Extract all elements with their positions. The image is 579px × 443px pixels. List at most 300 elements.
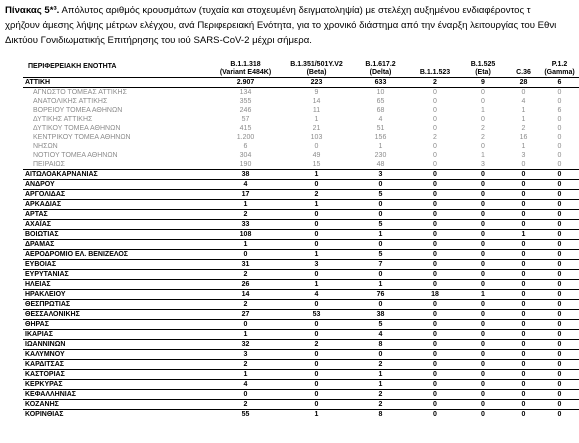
count-cell: 0: [433, 151, 437, 159]
count-cell: 5: [350, 319, 411, 329]
region-name-cell: ΑΡΤΑΣ: [23, 209, 208, 219]
count-cell: 0: [433, 97, 437, 105]
count-cell: 0: [459, 299, 507, 309]
table-subrow: [23, 133, 579, 142]
count-cell: 0: [459, 369, 507, 379]
count-cell: 21: [312, 124, 321, 132]
region-name-cell: ΕΥΡΥΤΑΝΙΑΣ: [23, 269, 208, 279]
table-row: [23, 169, 579, 179]
count-cell: 0: [459, 189, 507, 199]
count-cell: 2: [208, 399, 283, 409]
caption-text-1: Απόλυτος αριθμός κρουσμάτων (τυχαία και στοχευμένη δειγματοληψία) με στελέχη αυξημένου ενδιαφέροντος τ: [59, 5, 531, 16]
count-cell: 1: [521, 115, 526, 123]
count-cell: 0: [411, 179, 459, 189]
count-cell: 0: [411, 239, 459, 249]
count-cell: 2: [208, 359, 283, 369]
header-line-2: (Eta): [475, 68, 491, 76]
count-cell: 38: [350, 309, 411, 319]
count-cell: 0: [433, 106, 437, 114]
column-header-variant: [208, 58, 283, 77]
count-cell: 0: [459, 259, 507, 269]
count-cell: 0: [459, 379, 507, 389]
count-cell: 0: [350, 299, 411, 309]
table-row: [23, 299, 579, 309]
table-row: [23, 379, 579, 389]
count-cell: 1: [283, 409, 350, 419]
count-cell: 0: [283, 239, 350, 249]
count-cell: 108: [208, 229, 283, 239]
count-cell: 0: [283, 219, 350, 229]
count-cell: 1: [208, 369, 283, 379]
table-row: [23, 219, 579, 229]
region-name-cell: ΚΟΡΙΝΘΙΑΣ: [23, 409, 208, 419]
count-cell: 0: [411, 379, 459, 389]
region-name-cell: ΑΧΑΪΑΣ: [23, 219, 208, 229]
table-subrow: [23, 151, 579, 160]
count-cell: 0: [350, 349, 411, 359]
count-cell: 0: [459, 279, 507, 289]
count-cell: 38: [208, 169, 283, 179]
count-cell: 1: [521, 142, 526, 150]
count-cell: 0: [557, 115, 562, 123]
count-cell: 1: [507, 229, 540, 239]
count-cell: 0: [459, 349, 507, 359]
count-cell: 1: [378, 142, 383, 150]
count-cell: 31: [208, 259, 283, 269]
table-row: [23, 249, 579, 259]
count-cell: 304: [239, 151, 252, 159]
count-cell: 0: [459, 219, 507, 229]
count-cell: 0: [507, 249, 540, 259]
count-cell: 0: [540, 299, 579, 309]
header-line-2: (Variant E484K): [219, 68, 272, 76]
count-cell: 0: [459, 309, 507, 319]
count-cell: 0: [540, 219, 579, 229]
region-name-cell: ΝΗΣΩΝ: [33, 142, 58, 150]
count-cell: 1: [283, 199, 350, 209]
count-cell: 2: [481, 133, 485, 141]
count-cell: 0: [283, 269, 350, 279]
count-cell: 0: [507, 209, 540, 219]
count-cell: 1: [350, 369, 411, 379]
count-cell: 18: [411, 289, 459, 299]
count-cell: 49: [312, 151, 321, 159]
count-cell: 0: [507, 219, 540, 229]
region-name-cell: ΘΕΣΠΡΩΤΙΑΣ: [23, 299, 208, 309]
count-cell: 0: [459, 209, 507, 219]
count-cell: 0: [507, 349, 540, 359]
count-cell: 0: [283, 209, 350, 219]
table-subrow: [23, 106, 579, 115]
table-row: [23, 77, 579, 87]
count-cell: 0: [507, 239, 540, 249]
table-row: [23, 399, 579, 409]
count-cell: 103: [310, 133, 323, 141]
count-cell: 33: [208, 219, 283, 229]
count-cell: 0: [283, 379, 350, 389]
count-cell: 0: [540, 189, 579, 199]
table-row: [23, 229, 579, 239]
count-cell: 0: [411, 279, 459, 289]
table-row: [23, 269, 579, 279]
region-name-cell: ΘΕΣΣΑΛΟΝΙΚΗΣ: [23, 309, 208, 319]
count-cell: 0: [459, 269, 507, 279]
count-cell: 0: [283, 179, 350, 189]
count-cell: 0: [540, 339, 579, 349]
caption-line-3: Δικτύου Γονιδιωματικής Επιτήρησης του ιού SARS-CoV-2 μέχρι σήμερα.: [5, 35, 312, 46]
count-cell: 0: [507, 339, 540, 349]
region-name-cell: ΑΡΓΟΛΙΔΑΣ: [23, 189, 208, 199]
table-row: [23, 339, 579, 349]
count-cell: 0: [507, 169, 540, 179]
region-name-cell: ΑΝΔΡΟΥ: [23, 179, 208, 189]
count-cell: 190: [239, 160, 252, 168]
table-row: [23, 239, 579, 249]
region-name-cell: ΑΙΤΩΛΟΑΚΑΡΝΑΝΙΑΣ: [23, 169, 208, 179]
count-cell: 0: [507, 279, 540, 289]
count-cell: 0: [283, 389, 350, 399]
region-name-cell: ΒΟΡΕΙΟΥ ΤΟΜΕΑ ΑΘΗΝΩΝ: [33, 106, 123, 114]
count-cell: 0: [507, 369, 540, 379]
count-cell: 4: [378, 115, 383, 123]
column-header-variant: [350, 58, 411, 77]
count-cell: 0: [540, 259, 579, 269]
count-cell: 0: [411, 189, 459, 199]
count-cell: 0: [411, 359, 459, 369]
region-name-cell: ΑΕΡΟΔΡΟΜΙΟ ΕΛ. ΒΕΝΙΖΕΛΟΣ: [23, 249, 208, 259]
count-cell: 0: [540, 229, 579, 239]
count-cell: 10: [350, 87, 411, 97]
count-cell: 0: [459, 179, 507, 189]
table-row: [23, 309, 579, 319]
count-cell: 0: [411, 409, 459, 419]
count-cell: 0: [411, 229, 459, 239]
header-line-1: ΠΕΡΙΦΕΡΕΙΑΚΗ ΕΝΟΤΗΤΑ: [28, 63, 117, 71]
count-cell: 0: [540, 249, 579, 259]
count-cell: 3: [208, 349, 283, 359]
count-cell: 0: [433, 160, 437, 168]
region-name-cell: ΙΩΑΝΝΙΝΩΝ: [23, 339, 208, 349]
count-cell: 1.200: [236, 133, 255, 141]
count-cell: 16: [519, 133, 528, 141]
count-cell: 0: [540, 389, 579, 399]
count-cell: 0: [350, 179, 411, 189]
count-cell: 5: [350, 189, 411, 199]
count-cell: 3: [350, 169, 411, 179]
count-cell: 2: [411, 77, 459, 87]
count-cell: 0: [283, 229, 350, 239]
count-cell: 230: [374, 151, 387, 159]
count-cell: 0: [540, 179, 579, 189]
count-cell: 0: [540, 379, 579, 389]
count-cell: 1: [350, 279, 411, 289]
table-body: [23, 77, 579, 419]
table-row: [23, 189, 579, 199]
table-row: [23, 289, 579, 299]
count-cell: 1: [283, 249, 350, 259]
count-cell: 9: [459, 77, 507, 87]
count-cell: 4: [208, 179, 283, 189]
count-cell: 27: [208, 309, 283, 319]
count-cell: 0: [540, 209, 579, 219]
count-cell: 5: [350, 219, 411, 229]
region-name-cell: ΚΟΖΑΝΗΣ: [23, 399, 208, 409]
table-row: [23, 209, 579, 219]
count-cell: 0: [540, 87, 579, 97]
count-cell: 0: [540, 309, 579, 319]
header-line-2: (Gamma): [544, 68, 575, 76]
region-name-cell: ΙΚΑΡΙΑΣ: [23, 329, 208, 339]
count-cell: 1: [350, 229, 411, 239]
count-cell: 14: [208, 289, 283, 299]
count-cell: 2: [283, 189, 350, 199]
count-cell: 134: [208, 87, 283, 97]
count-cell: 0: [459, 319, 507, 329]
count-cell: 0: [507, 299, 540, 309]
region-name-cell: ΚΕΝΤΡΙΚΟΥ ΤΟΜΕΑ ΑΘΗΝΩΝ: [33, 133, 131, 141]
count-cell: 6: [243, 142, 248, 150]
count-cell: 1: [481, 106, 485, 114]
region-name-cell: ΚΑΛΥΜΝΟΥ: [23, 349, 208, 359]
column-header-variant: [283, 58, 350, 77]
column-header-variant: [411, 58, 459, 77]
count-cell: 0: [540, 169, 579, 179]
count-cell: 0: [283, 369, 350, 379]
count-cell: 57: [241, 115, 250, 123]
region-name-cell: ΒΟΙΩΤΙΑΣ: [23, 229, 208, 239]
region-name-cell: ΚΑΣΤΟΡΙΑΣ: [23, 369, 208, 379]
region-name-cell: ΝΟΤΙΟΥ ΤΟΜΕΑ ΑΘΗΝΩΝ: [33, 151, 118, 159]
header-line-1: B.1.617.2: [365, 60, 396, 68]
region-name-cell: ΔΥΤΙΚΗΣ ΑΤΤΙΚΗΣ: [33, 115, 93, 123]
count-cell: 8: [350, 339, 411, 349]
count-cell: 0: [481, 97, 485, 105]
count-cell: 0: [540, 329, 579, 339]
table-header: [23, 58, 579, 77]
count-cell: 0: [540, 399, 579, 409]
count-cell: 9: [283, 87, 350, 97]
count-cell: 7: [350, 259, 411, 269]
region-name-cell: ΗΛΕΙΑΣ: [23, 279, 208, 289]
table-row: [23, 409, 579, 419]
count-cell: 0: [507, 319, 540, 329]
count-cell: 0: [208, 389, 283, 399]
count-cell: 0: [507, 309, 540, 319]
count-cell: 0: [411, 369, 459, 379]
count-cell: 0: [411, 309, 459, 319]
caption-line-2: χρήζουν άμεσης λήψης μέτρων ελέγχου, ανά Περιφερειακή Ενότητα, για το χρονικό διάστημα από την έναρξη λειτουργίας του Εθνι: [5, 20, 557, 31]
count-cell: 633: [350, 77, 411, 87]
count-cell: 0: [283, 319, 350, 329]
count-cell: 0: [540, 269, 579, 279]
count-cell: 26: [208, 279, 283, 289]
table-row: [23, 329, 579, 339]
table-row: [23, 279, 579, 289]
count-cell: 0: [540, 369, 579, 379]
count-cell: 355: [239, 97, 252, 105]
count-cell: 0: [459, 229, 507, 239]
count-cell: 0: [521, 160, 526, 168]
count-cell: 415: [239, 124, 252, 132]
count-cell: 0: [540, 319, 579, 329]
count-cell: 1: [208, 239, 283, 249]
count-cell: 2: [208, 209, 283, 219]
table-caption: [5, 3, 579, 48]
region-name-cell: ΚΕΦΑΛΛΗΝΙΑΣ: [23, 389, 208, 399]
column-header-variant: [507, 58, 540, 77]
count-cell: 0: [557, 160, 562, 168]
count-cell: 0: [411, 269, 459, 279]
count-cell: 0: [208, 319, 283, 329]
count-cell: 0: [283, 299, 350, 309]
header-line-2: (Beta): [306, 68, 327, 76]
count-cell: 0: [507, 389, 540, 399]
count-cell: 0: [507, 179, 540, 189]
region-name-cell: ΗΡΑΚΛΕΙΟΥ: [23, 289, 208, 299]
region-name-cell: ΕΥΒΟΙΑΣ: [23, 259, 208, 269]
count-cell: 4: [283, 289, 350, 299]
count-cell: 0: [540, 239, 579, 249]
count-cell: 8: [350, 409, 411, 419]
count-cell: 2: [208, 269, 283, 279]
region-name-cell: ΑΤΤΙΚΗ: [23, 77, 208, 87]
table-subrow: [23, 160, 579, 170]
count-cell: 1: [283, 169, 350, 179]
table-row: [23, 369, 579, 379]
count-cell: 76: [350, 289, 411, 299]
table-row: [23, 359, 579, 369]
count-cell: 1: [208, 199, 283, 209]
count-cell: 0: [411, 389, 459, 399]
count-cell: 2: [350, 399, 411, 409]
count-cell: 0: [540, 409, 579, 419]
count-cell: 0: [350, 269, 411, 279]
count-cell: 0: [459, 399, 507, 409]
header-line-1: B.1.1.523: [419, 68, 451, 76]
table-row: [23, 349, 579, 359]
count-cell: 0: [459, 329, 507, 339]
table-subrow: [23, 115, 579, 124]
count-cell: 0: [507, 189, 540, 199]
count-cell: 246: [239, 106, 252, 114]
count-cell: 0: [283, 359, 350, 369]
count-cell: 0: [411, 329, 459, 339]
count-cell: 0: [459, 359, 507, 369]
table-subrow: [23, 124, 579, 133]
count-cell: 0: [411, 87, 459, 97]
count-cell: 0: [411, 319, 459, 329]
count-cell: 2: [350, 359, 411, 369]
count-cell: 0: [411, 399, 459, 409]
count-cell: 51: [376, 124, 385, 132]
count-cell: 1: [208, 329, 283, 339]
count-cell: 0: [557, 97, 562, 105]
header-line-2: (Delta): [369, 68, 392, 76]
count-cell: 0: [283, 349, 350, 359]
count-cell: 0: [350, 239, 411, 249]
table-row: [23, 179, 579, 189]
count-cell: 2: [208, 299, 283, 309]
count-cell: 3: [283, 259, 350, 269]
count-cell: 223: [283, 77, 350, 87]
count-cell: 1: [283, 279, 350, 289]
count-cell: 0: [507, 409, 540, 419]
table-row: [23, 199, 579, 209]
count-cell: 0: [540, 349, 579, 359]
count-cell: 0: [459, 409, 507, 419]
region-name-cell: ΚΕΡΚΥΡΑΣ: [23, 379, 208, 389]
count-cell: 0: [350, 209, 411, 219]
count-cell: 0: [459, 169, 507, 179]
variants-table: [23, 58, 579, 419]
count-cell: 2: [433, 133, 437, 141]
count-cell: 0: [411, 349, 459, 359]
count-cell: 1: [314, 115, 319, 123]
count-cell: 0: [459, 249, 507, 259]
count-cell: 0: [411, 259, 459, 269]
count-cell: 0: [459, 239, 507, 249]
count-cell: 1: [521, 106, 526, 114]
count-cell: 0: [459, 199, 507, 209]
count-cell: 0: [433, 124, 437, 132]
region-name-cell: ΔΥΤΙΚΟΥ ΤΟΜΕΑ ΑΘΗΝΩΝ: [33, 124, 121, 132]
count-cell: 6: [540, 77, 579, 87]
count-cell: 0: [507, 269, 540, 279]
count-cell: 2: [350, 389, 411, 399]
table-subrow: [23, 142, 579, 151]
count-cell: 0: [411, 299, 459, 309]
header-line-1: C.36: [516, 68, 531, 76]
count-cell: 0: [507, 199, 540, 209]
count-cell: 0: [481, 142, 485, 150]
count-cell: 2: [283, 339, 350, 349]
count-cell: 4: [350, 329, 411, 339]
count-cell: 48: [376, 160, 385, 168]
count-cell: 0: [411, 209, 459, 219]
count-cell: 2.907: [208, 77, 283, 87]
count-cell: 1: [481, 151, 485, 159]
count-cell: 0: [411, 169, 459, 179]
count-cell: 0: [459, 87, 507, 97]
region-name-cell: ΑΝΑΤΟΛΙΚΗΣ ΑΤΤΙΚΗΣ: [33, 97, 108, 105]
variants-table-container: [23, 58, 579, 419]
region-name-cell: ΑΡΚΑΔΙΑΣ: [23, 199, 208, 209]
count-cell: 0: [350, 199, 411, 209]
region-name-cell: ΘΗΡΑΣ: [23, 319, 208, 329]
count-cell: 2: [481, 124, 485, 132]
column-header-variant: [459, 58, 507, 77]
count-cell: 14: [312, 97, 321, 105]
count-cell: 0: [507, 259, 540, 269]
region-name-cell: ΔΡΑΜΑΣ: [23, 239, 208, 249]
header-line-1: B.1.351/501Y.V2: [290, 60, 343, 68]
count-cell: 0: [433, 115, 437, 123]
table-row: [23, 389, 579, 399]
count-cell: 5: [350, 249, 411, 259]
count-cell: 0: [411, 219, 459, 229]
count-cell: 0: [557, 124, 562, 132]
count-cell: 53: [283, 309, 350, 319]
count-cell: 0: [507, 329, 540, 339]
count-cell: 0: [507, 359, 540, 369]
table-row: [23, 319, 579, 329]
count-cell: 4: [521, 97, 526, 105]
table-row: [23, 259, 579, 269]
count-cell: 0: [283, 399, 350, 409]
count-cell: 0: [540, 359, 579, 369]
count-cell: 156: [374, 133, 387, 141]
header-line-1: B.1.1.318: [230, 60, 261, 68]
